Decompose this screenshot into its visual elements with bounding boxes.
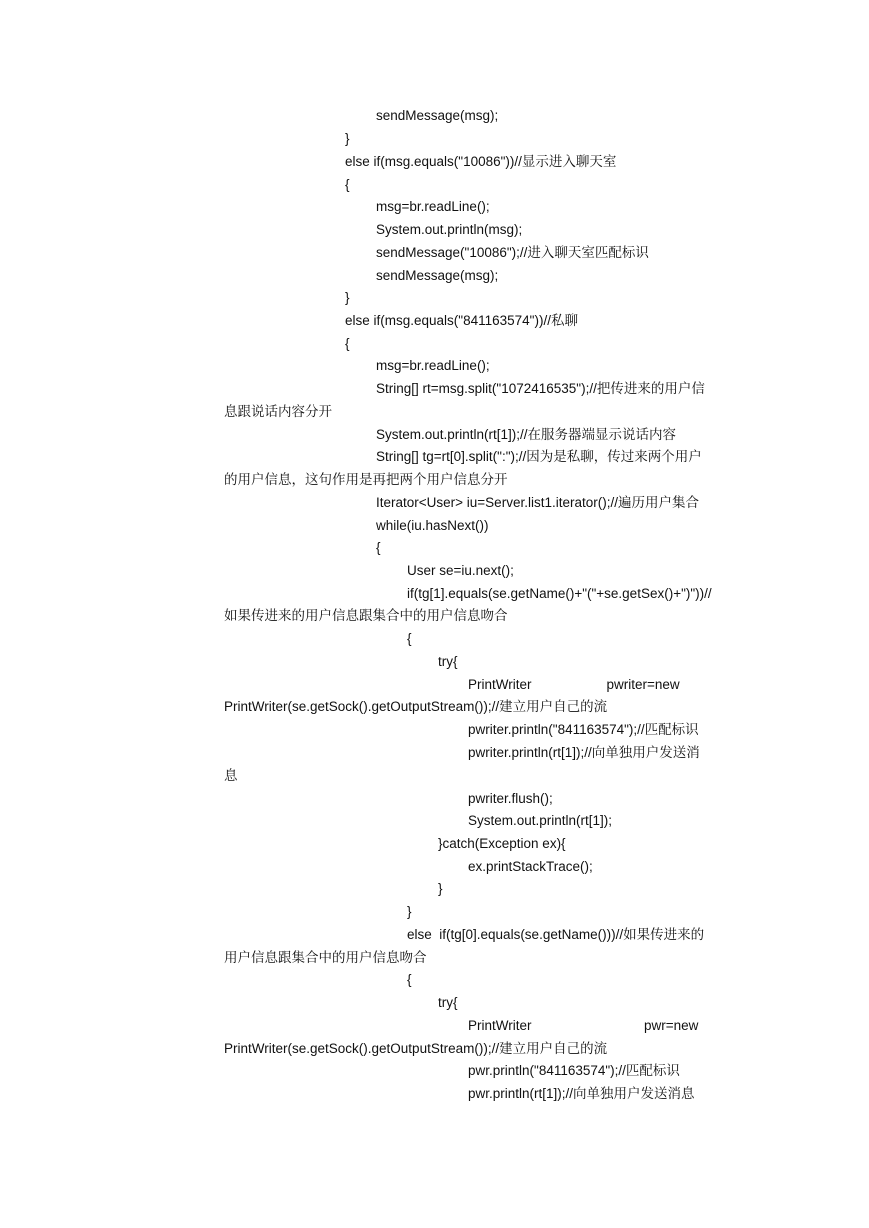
code-line: 息: [224, 768, 238, 783]
code-line: msg=br.readLine();: [376, 358, 490, 373]
code-line: ex.printStackTrace();: [468, 859, 593, 874]
code-line: PrintWriter(se.getSock().getOutputStream());//建立用户自己的流: [224, 1041, 608, 1056]
code-line: PrintWriter pwr=new: [468, 1018, 699, 1033]
code-line: pwriter.println(rt[1]);//向单独用户发送消: [468, 745, 700, 760]
code-line: {: [407, 972, 412, 987]
code-line: pwr.println(rt[1]);//向单独用户发送消息: [468, 1086, 695, 1101]
code-line: pwr.println("841163574");//匹配标识: [468, 1063, 680, 1078]
code-line: if(tg[1].equals(se.getName()+"("+se.getSex()+")"))//: [407, 586, 712, 601]
code-line: 息跟说话内容分开: [224, 404, 332, 419]
code-line: {: [376, 540, 381, 555]
code-line: sendMessage(msg);: [376, 108, 499, 123]
code-line: {: [345, 177, 350, 192]
code-line: System.out.println(rt[1]);: [468, 813, 613, 828]
code-line: String[] tg=rt[0].split(":");//因为是私聊，传过来两个用户: [376, 449, 702, 464]
code-line: String[] rt=msg.split("1072416535");//把传进来的用户信: [376, 381, 705, 396]
code-line: else if(msg.equals("10086"))//显示进入聊天室: [345, 154, 617, 169]
code-line: 的用户信息，这句作用是再把两个用户信息分开: [224, 472, 508, 487]
code-line: System.out.println(rt[1]);//在服务器端显示说话内容: [376, 427, 677, 442]
code-line: {: [345, 336, 350, 351]
code-line: System.out.println(msg);: [376, 222, 523, 237]
code-line: sendMessage(msg);: [376, 268, 499, 283]
code-line: PrintWriter pwriter=new: [468, 677, 680, 692]
code-line: }: [345, 131, 350, 146]
code-line: }: [407, 904, 412, 919]
code-line: Iterator<User> iu=Server.list1.iterator();//遍历用户集合: [376, 495, 699, 510]
code-line: pwriter.println("841163574");//匹配标识: [468, 722, 699, 737]
code-line: PrintWriter(se.getSock().getOutputStream());//建立用户自己的流: [224, 699, 608, 714]
code-line: }: [438, 881, 443, 896]
code-line: 用户信息跟集合中的用户信息吻合: [224, 950, 427, 965]
code-line: sendMessage("10086");//进入聊天室匹配标识: [376, 245, 649, 260]
code-line: }: [345, 290, 350, 305]
code-line: }catch(Exception ex){: [438, 836, 566, 851]
code-line: pwriter.flush();: [468, 791, 553, 806]
code-line: try{: [438, 995, 458, 1010]
code-line: try{: [438, 654, 458, 669]
code-line: msg=br.readLine();: [376, 199, 490, 214]
code-line: User se=iu.next();: [407, 563, 514, 578]
code-line: {: [407, 631, 412, 646]
code-line: else if(msg.equals("841163574"))//私聊: [345, 313, 578, 328]
code-line: while(iu.hasNext()): [376, 518, 489, 533]
code-line: else if(tg[0].equals(se.getName()))//如果传进来的: [407, 927, 705, 942]
code-line: 如果传进来的用户信息跟集合中的用户信息吻合: [224, 608, 508, 623]
